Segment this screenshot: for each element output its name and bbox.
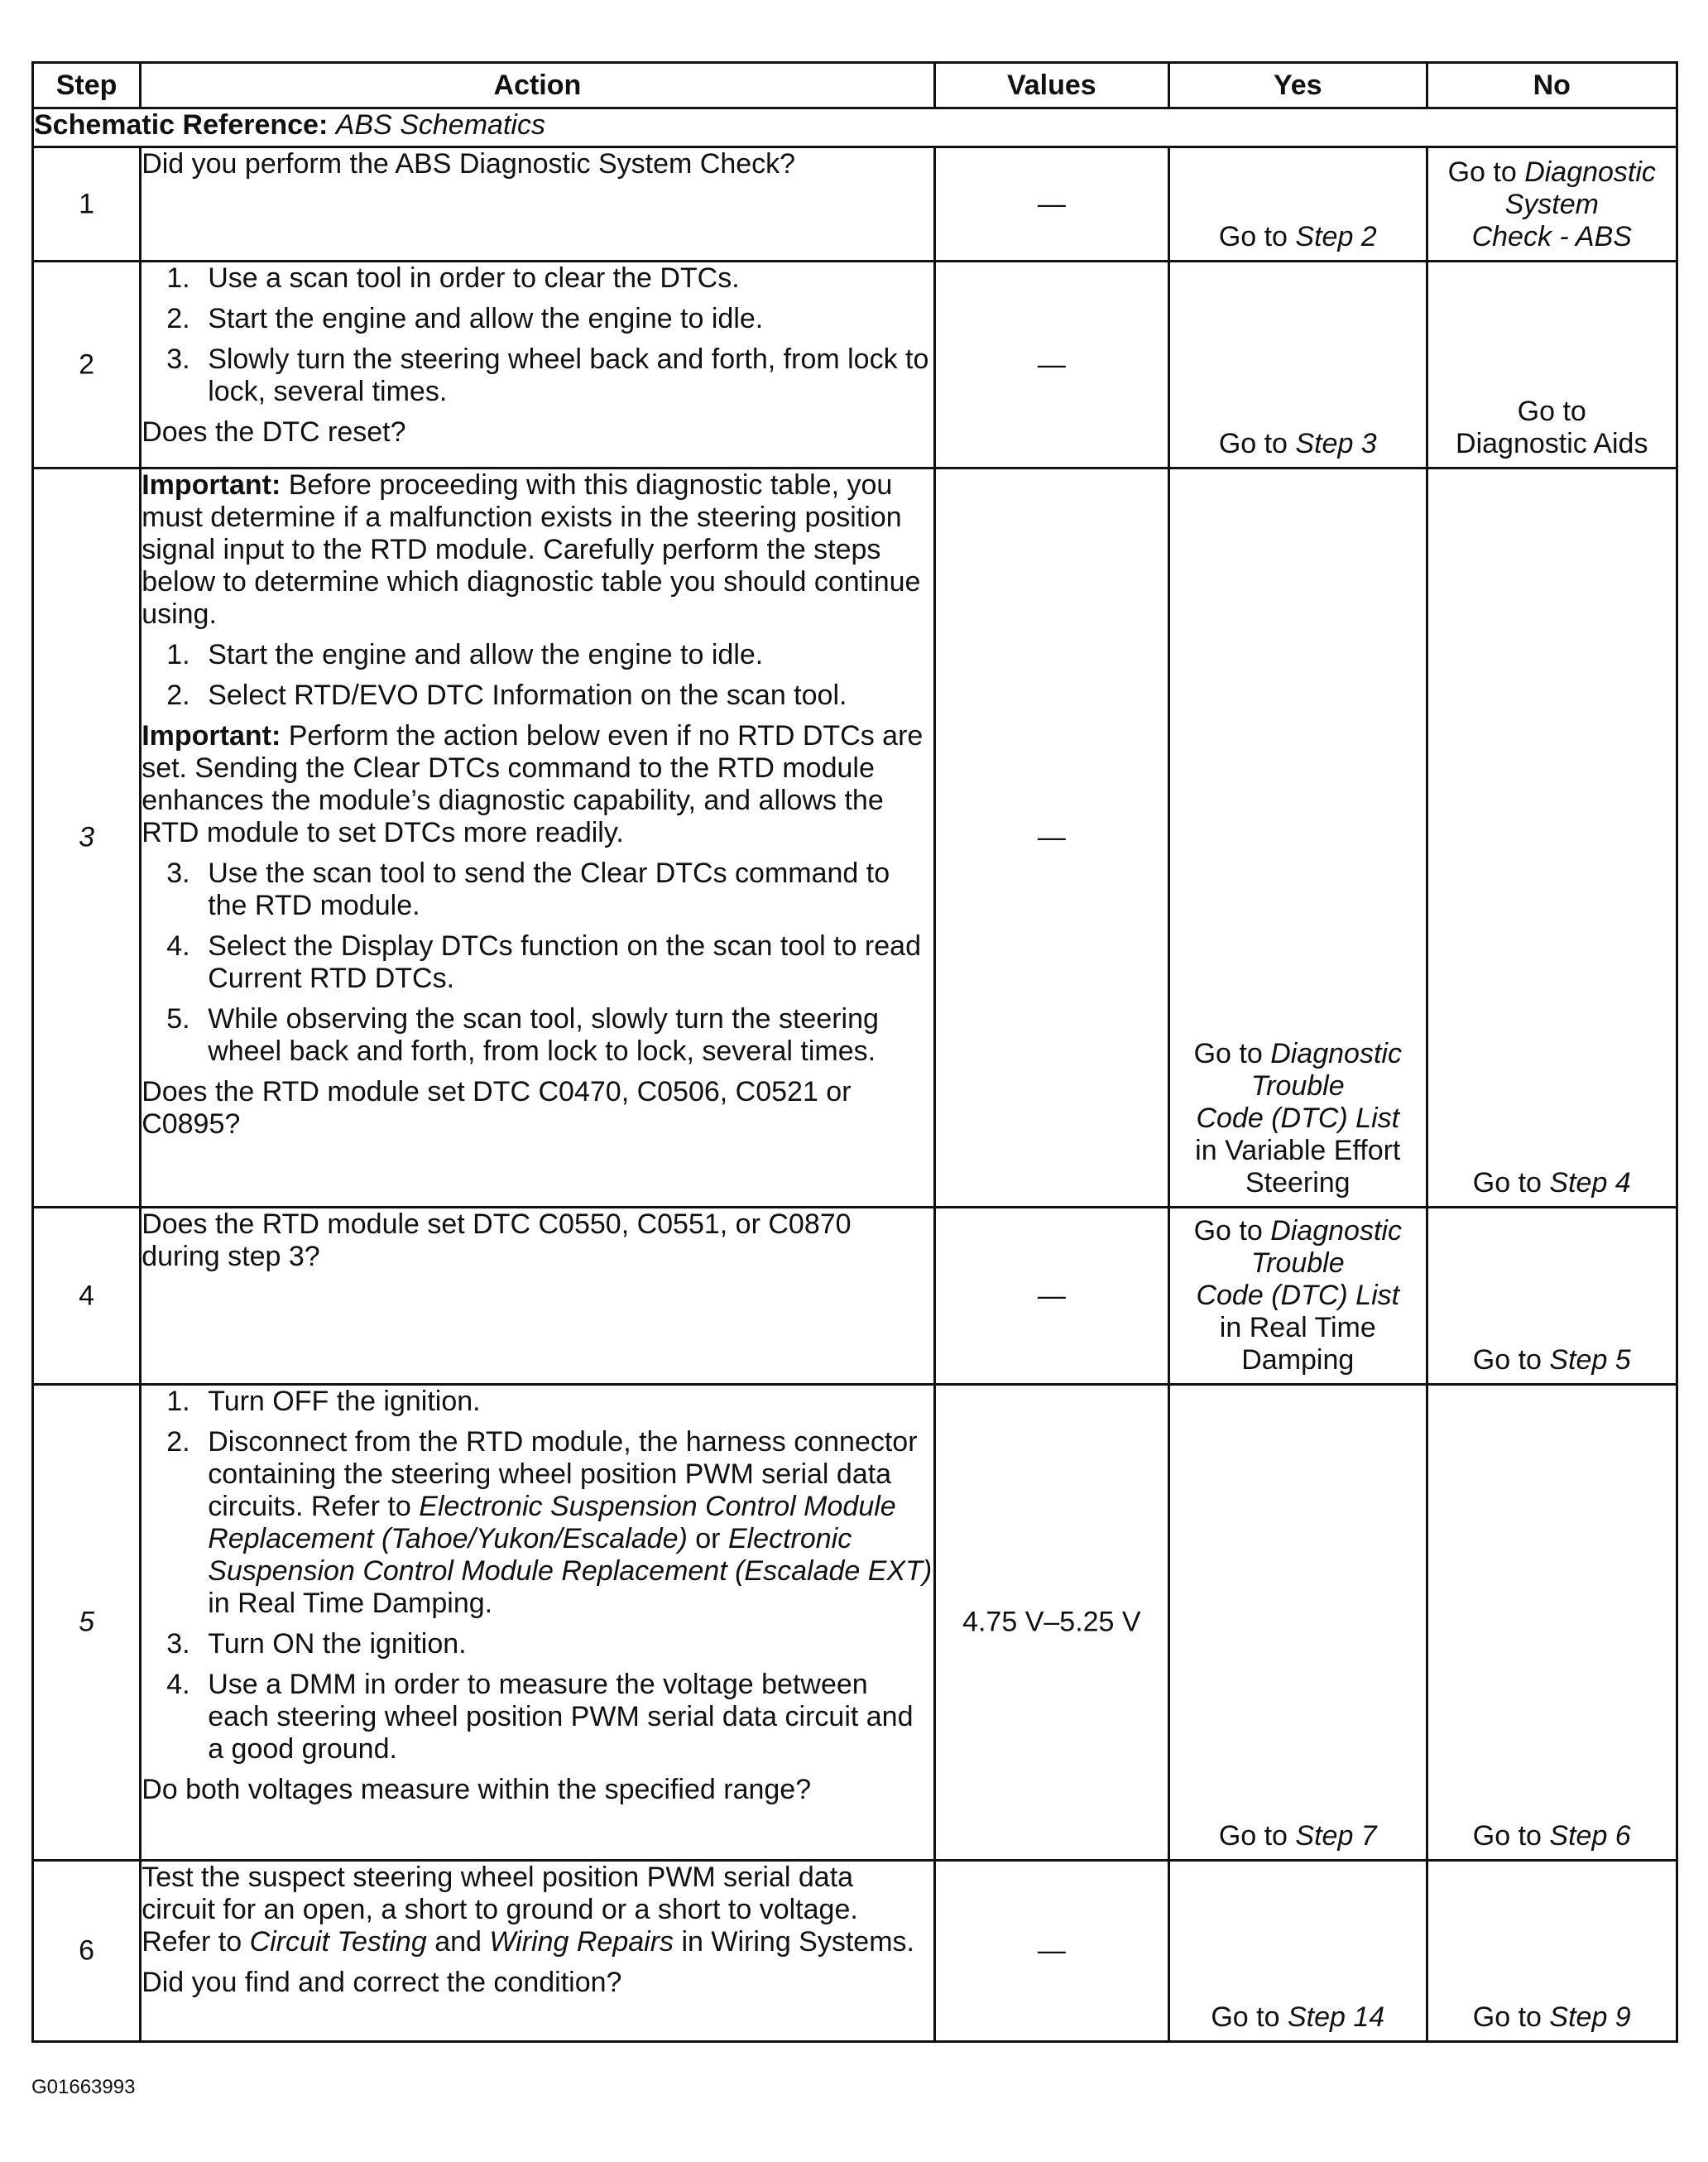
yes-location-line2: Damping [1241,1344,1355,1376]
yes-reference [1175,1820,1420,1852]
list-item-text: Use a scan tool in order to clear the DTCs. [208,262,740,294]
yes-cell [1169,262,1427,468]
question-text: Do both voltages measure within the specified range? [142,1774,812,1805]
no-reference [1433,2001,1671,2034]
important-label: Important: [142,469,281,501]
schematic-value: ABS Schematics [335,109,545,141]
no-reference [1433,1167,1671,1199]
header-action: Action [141,63,934,108]
yes-cell [1169,1208,1427,1385]
list-item: 1. Use a scan tool in order to clear the DTCs. [142,262,933,295]
list-item-text: Start the engine and allow the engine to idle. [208,303,764,334]
list-item-text: Use the scan tool to send the Clear DTCs command to the RTD module. [208,858,890,921]
no-target: Step 9 [1549,2001,1631,2033]
yes-location: in Variable Effort [1195,1135,1401,1166]
table-row [33,262,1677,468]
header-no: No [1427,63,1677,108]
header-values: Values [934,63,1168,108]
action-cell [141,262,934,468]
no-target: Diagnostic Aids [1456,428,1648,459]
list-item: 4. Use a DMM in order to measure the voltage between each steering wheel position PWM serial data circuit and a good ground. [142,1669,933,1766]
values-cell [934,1861,1168,2042]
list-item-text: While observing the scan tool, slowly turn the steering wheel back and forth, from lock to lock, several times. [208,1003,879,1067]
doc-reference: Electronic Suspension Control Module Replacement (Tahoe/Yukon/Escalade) [208,1491,896,1554]
step-cell [33,1208,141,1385]
no-prefix: Go to [1517,396,1586,427]
no-value-dash: — [1037,348,1066,380]
yes-reference [1175,428,1420,460]
list-item-text: Turn ON the ignition. [208,1628,467,1660]
yes-target-line2: Trouble [1250,1070,1345,1102]
important-text: Perform the action below even if no RTD DTCs are set. Sending the Clear DTCs command to the RTD module enhances the module’s diagnostic capability, and allows the RTD module to set DTCs more readily. [142,720,924,848]
question-text: Did you find and correct the condition? [142,1967,622,1998]
important-label: Important: [142,720,281,752]
action-cell [141,1861,934,2042]
list-item: 3. Slowly turn the steering wheel back and forth, from lock to lock, several times. [142,344,933,408]
step-number: 6 [79,1934,95,1967]
question-text: Did you perform the ABS Diagnostic System Check? [142,148,796,180]
important-note [142,469,933,631]
table-row [33,1385,1677,1861]
table-row [33,147,1677,262]
no-prefix: Go to [1472,1344,1550,1376]
doc-reference: Circuit Testing [249,1926,427,1958]
no-cell [1427,468,1677,1208]
no-cell [1427,262,1677,468]
list-item-text-part: in Real Time Damping. [208,1588,493,1619]
list-item: 5. While observing the scan tool, slowly turn the steering wheel back and forth, from lock to lock, several times. [142,1003,933,1068]
doc-reference: Electronic Suspension Control Module Replacement (Escalade EXT) [208,1523,933,1587]
yes-cell [1169,1385,1427,1861]
action-cell [141,147,934,262]
step-cell [33,262,141,468]
no-prefix: Go to [1447,156,1525,188]
yes-target: Step 14 [1287,2001,1385,2033]
action-cell [141,1385,934,1861]
action-text-part: Test the suspect steering wheel position PWM serial data circuit for an open, a short to ground or a short to voltage. Refer to [142,1862,858,1958]
list-item: 2. Select RTD/EVO DTC Information on the scan tool. [142,680,933,712]
values-cell [934,147,1168,262]
question-text: Does the DTC reset? [142,416,406,448]
list-item-text: Slowly turn the steering wheel back and forth, from lock to lock, several times. [208,344,929,407]
yes-cell [1169,1861,1427,2042]
table-row [33,1208,1677,1385]
action-text-part: in Wiring Systems. [674,1926,914,1958]
yes-location-line2: Steering [1245,1167,1351,1199]
yes-prefix: Go to [1193,1038,1271,1069]
list-item-text: Select the Display DTCs function on the scan tool to read Current RTD DTCs. [208,930,921,994]
no-value-dash: — [1037,1280,1066,1311]
list-item: 2. Disconnect from the RTD module, the harness connector containing the steering wheel position PWM serial data circuits. Refer to Electronic Suspension Control Module Replacement (Tahoe/Yukon/Escalade) or Electronic Suspension Control Module Replacement (Escalade EXT) in Real Time Damping. [166,1426,933,1619]
list-item: 1. Start the engine and allow the engine to idle. [142,639,933,671]
no-cell [1427,1385,1677,1861]
list-item: 3. Turn ON the ignition. [142,1628,933,1660]
figure-id: G01663993 [31,2076,136,2098]
yes-reference [1175,1038,1420,1199]
yes-cell [1169,468,1427,1208]
yes-target: Diagnostic [1270,1215,1402,1247]
yes-cell [1169,147,1427,262]
action-text-part: and [426,1926,490,1958]
no-value-dash: — [1037,821,1066,853]
no-target-line2: System [1504,189,1599,220]
step-number: 1 [79,188,95,219]
yes-target: Step 7 [1295,1820,1377,1852]
voltage-range: 4.75 V–5.25 V [962,1606,1141,1638]
diagnostic-table [31,61,1678,2043]
no-prefix: Go to [1472,1167,1550,1199]
table-row [33,1861,1677,2042]
values-cell [934,1208,1168,1385]
no-cell [1427,147,1677,262]
schematic-reference [33,108,1677,147]
list-item: 4. Select the Display DTCs function on the scan tool to read Current RTD DTCs. [142,930,933,995]
list-item-text-part: Disconnect from the RTD module, the harness connector containing the steering wheel position PWM serial data circuits. Refer to [208,1426,918,1522]
no-reference [1433,396,1671,460]
yes-location: in Real Time [1219,1312,1376,1343]
list-item-text [208,1426,933,1620]
no-reference [1433,1820,1671,1852]
no-target: Step 6 [1549,1820,1631,1852]
yes-target: Step 2 [1295,221,1377,252]
no-target: Diagnostic [1524,156,1656,188]
step-cell [33,147,141,262]
yes-prefix: Go to [1218,221,1296,252]
action-text [142,1862,933,1958]
header-step: Step [33,63,141,108]
values-cell [934,1385,1168,1861]
yes-reference [1175,2001,1420,2034]
yes-prefix: Go to [1218,428,1296,459]
no-cell [1427,1208,1677,1385]
values-cell [934,468,1168,1208]
schematic-row [33,108,1677,147]
header-row [33,63,1677,108]
no-reference [1433,1344,1671,1376]
list-item: 3. Use the scan tool to send the Clear DTCs command to the RTD module. [142,858,933,922]
no-target: Step 5 [1549,1344,1631,1376]
step-cell [33,1861,141,2042]
step-number: 5 [79,1606,95,1638]
yes-target: Diagnostic [1270,1038,1402,1069]
yes-reference [1175,221,1420,253]
step-cell [33,1385,141,1861]
question-text: Does the RTD module set DTC C0470, C0506, C0521 or C0895? [142,1076,852,1140]
doc-reference: Wiring Repairs [489,1926,674,1958]
table-row [33,468,1677,1208]
schematic-label: Schematic Reference: [34,109,329,141]
list-item-text-part: or [687,1523,728,1554]
step-cell [33,468,141,1208]
values-cell [934,262,1168,468]
list-item-text: Turn OFF the ignition. [208,1386,481,1417]
step-number: 4 [79,1280,95,1311]
step-number: 2 [79,348,95,380]
question-text: Does the RTD module set DTC C0550, C0551, or C0870 during step 3? [142,1208,852,1272]
no-target-line3: Check - ABS [1471,221,1632,252]
list-item: 2. Start the engine and allow the engine to idle. [142,303,933,335]
important-note [142,720,933,849]
step-number: 3 [79,821,95,853]
yes-prefix: Go to [1193,1215,1271,1247]
action-cell [141,468,934,1208]
no-value-dash: — [1037,1934,1066,1967]
important-text: Before proceeding with this diagnostic table, you must determine if a malfunction exists in the steering position signal input to the RTD module. Carefully perform the steps below to determine which diagnostic table you should continue using. [142,469,921,630]
yes-prefix: Go to [1218,1820,1296,1852]
no-target: Step 4 [1549,1167,1631,1199]
no-prefix: Go to [1472,2001,1550,2033]
action-cell [141,1208,934,1385]
yes-target-line3: Code (DTC) List [1196,1280,1400,1311]
yes-target: Step 3 [1295,428,1377,459]
yes-reference [1175,1215,1420,1376]
yes-target-line3: Code (DTC) List [1196,1103,1400,1134]
list-item-text: Select RTD/EVO DTC Information on the scan tool. [208,680,847,711]
yes-prefix: Go to [1211,2001,1288,2033]
no-reference [1433,156,1671,253]
list-item-text: Use a DMM in order to measure the voltage between each steering wheel position PWM serial data circuit and a good ground. [208,1669,914,1765]
header-yes: Yes [1169,63,1427,108]
list-item: 1. Turn OFF the ignition. [142,1386,933,1418]
list-item-text: Start the engine and allow the engine to idle. [208,639,764,670]
no-value-dash: — [1037,188,1066,219]
no-prefix: Go to [1472,1820,1550,1852]
yes-target-line2: Trouble [1250,1247,1345,1279]
no-cell [1427,1861,1677,2042]
